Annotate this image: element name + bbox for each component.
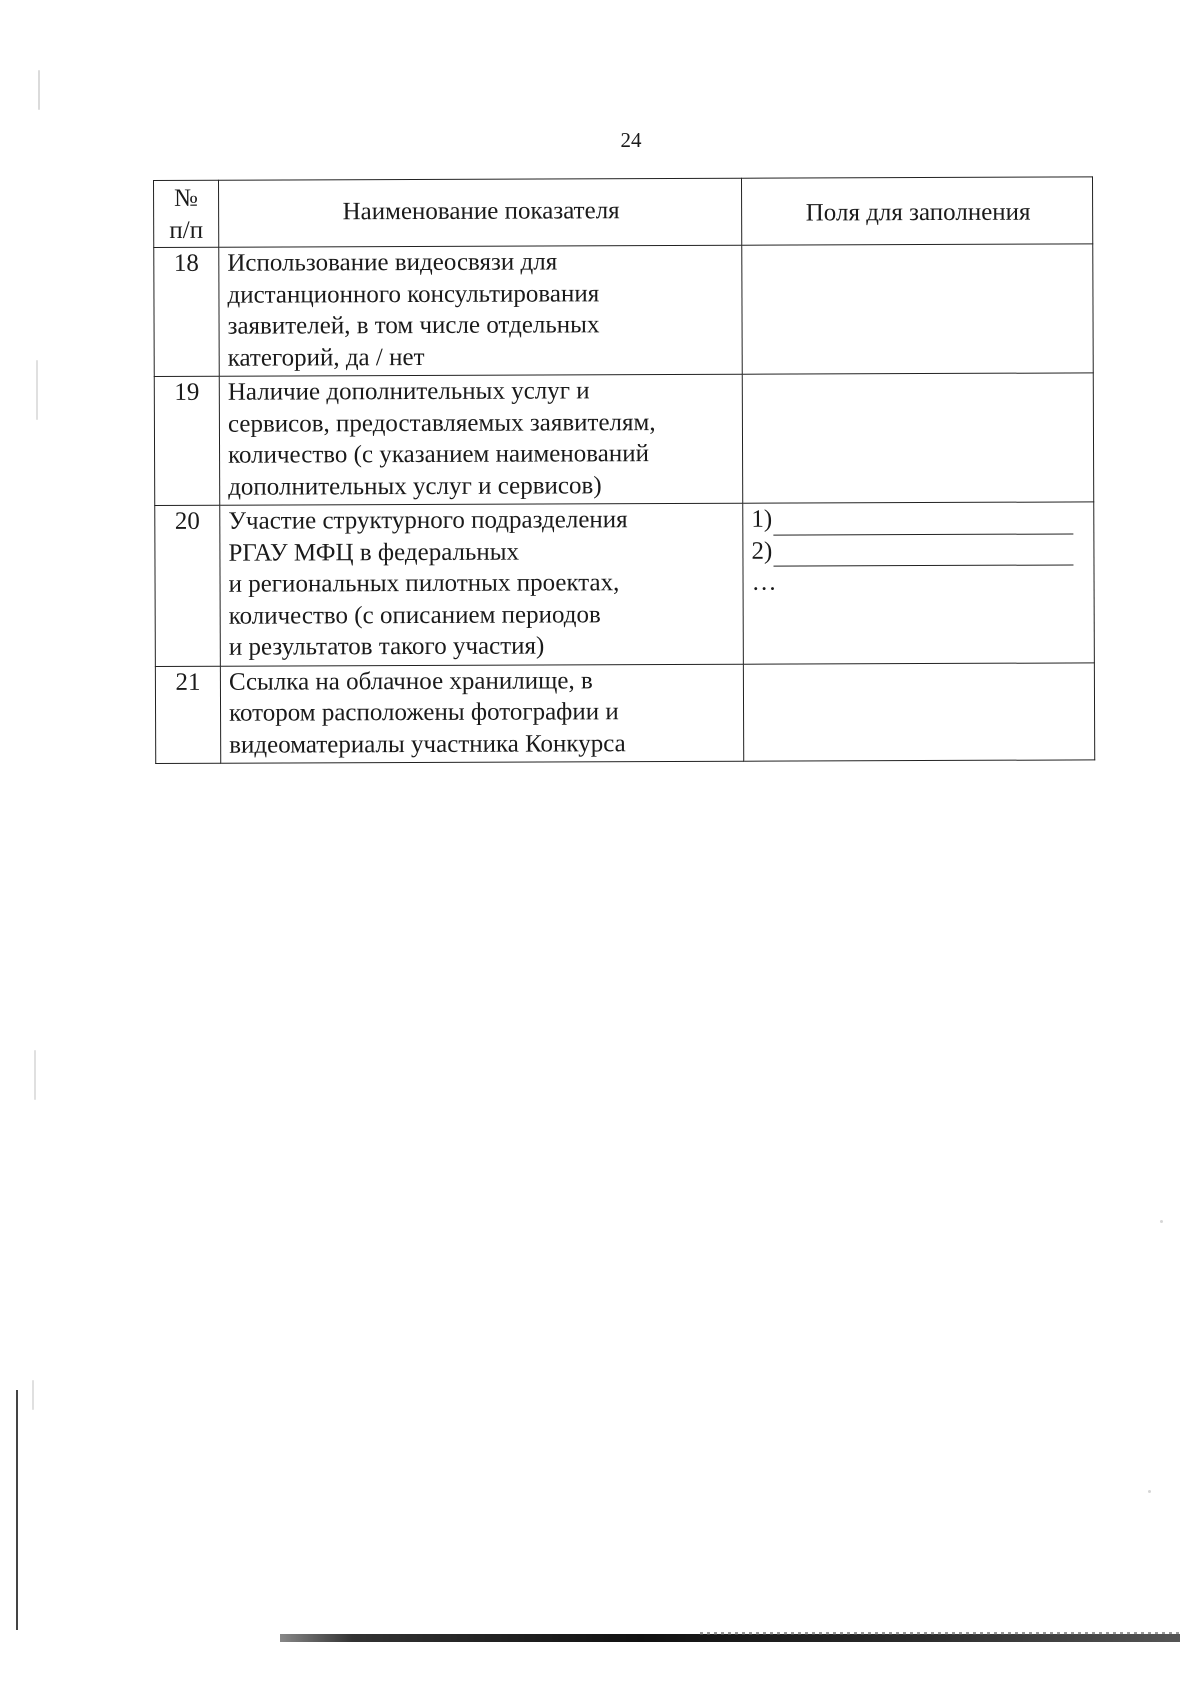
- page-number: 24: [620, 128, 642, 152]
- indicator-form-table: [153, 176, 1095, 764]
- table-row: [155, 502, 1095, 666]
- table-row: [155, 662, 1094, 763]
- indicator-line: дополнительных услуг и сервисов): [228, 471, 602, 501]
- scan-speck: [1148, 1490, 1151, 1493]
- indicator-line: категорий, да / нет: [227, 343, 425, 372]
- indicator-line: Наличие дополнительных услуг и: [227, 377, 590, 406]
- fill-item-1[interactable]: [751, 502, 1087, 535]
- indicator-name-cell: [220, 503, 744, 666]
- fill-field-cell[interactable]: [743, 662, 1094, 761]
- scan-speck: [38, 70, 40, 110]
- header-number-abbrev: п/п: [169, 216, 204, 244]
- scan-speck: [34, 1050, 36, 1100]
- indicator-line: сервисов, предоставляемых заявителям,: [227, 408, 656, 438]
- header-fill-fields: Поля для заполнения: [741, 177, 1092, 245]
- scan-speck: [1160, 1220, 1163, 1223]
- indicator-line: котором расположены фотографии и: [228, 698, 619, 727]
- indicator-name-cell: [219, 245, 742, 376]
- row-number: 19: [154, 376, 219, 505]
- header-number-sign: №: [174, 184, 199, 212]
- fill-item-2[interactable]: [751, 534, 1087, 567]
- fill-field-cell[interactable]: [742, 244, 1093, 374]
- fill-field-cell[interactable]: [742, 373, 1093, 503]
- indicator-line: и региональных пилотных проектах,: [228, 569, 620, 598]
- indicator-line: видеоматериалы участника Конкурса: [229, 729, 626, 759]
- header-number: [154, 180, 219, 247]
- indicator-line: и результатов такого участия): [228, 632, 545, 661]
- fill-blank-line[interactable]: [773, 542, 1073, 566]
- indicator-line: количество (с указанием наименований: [228, 440, 649, 469]
- table-header-row: [154, 177, 1093, 248]
- fill-item-ellipsis: …: [751, 568, 779, 596]
- indicator-line: дистанционного консультирования: [227, 279, 600, 309]
- indicator-name-cell: [219, 374, 742, 505]
- scan-edge-line: [16, 1390, 18, 1630]
- indicator-name-cell: [220, 664, 743, 764]
- row-number: 18: [154, 247, 219, 376]
- fill-item-label: 1): [751, 505, 773, 533]
- indicator-line: Использование видеосвязи для: [227, 248, 558, 277]
- indicator-line: заявителей, в том числе отдельных: [227, 311, 600, 340]
- indicator-line: количество (с описанием периодов: [228, 600, 601, 630]
- scan-bottom-bar-fringe: [700, 1632, 1180, 1635]
- scan-speck: [32, 1380, 34, 1410]
- fill-field-cell[interactable]: [743, 502, 1095, 664]
- table-row: [154, 373, 1093, 506]
- scan-speck: [36, 360, 38, 420]
- table-row: [154, 244, 1093, 377]
- row-number: 21: [155, 666, 220, 764]
- scan-bottom-bar: [280, 1634, 1180, 1642]
- fill-item-label: 2): [751, 537, 773, 565]
- header-indicator-name: Наименование показателя: [219, 178, 742, 247]
- indicator-line: Участие структурного подразделения: [228, 506, 628, 535]
- indicator-line: РГАУ МФЦ в федеральных: [228, 538, 520, 567]
- row-number: 20: [155, 505, 221, 666]
- fill-blank-line[interactable]: [773, 511, 1073, 535]
- indicator-line: Ссылка на облачное хранилище, в: [228, 666, 593, 696]
